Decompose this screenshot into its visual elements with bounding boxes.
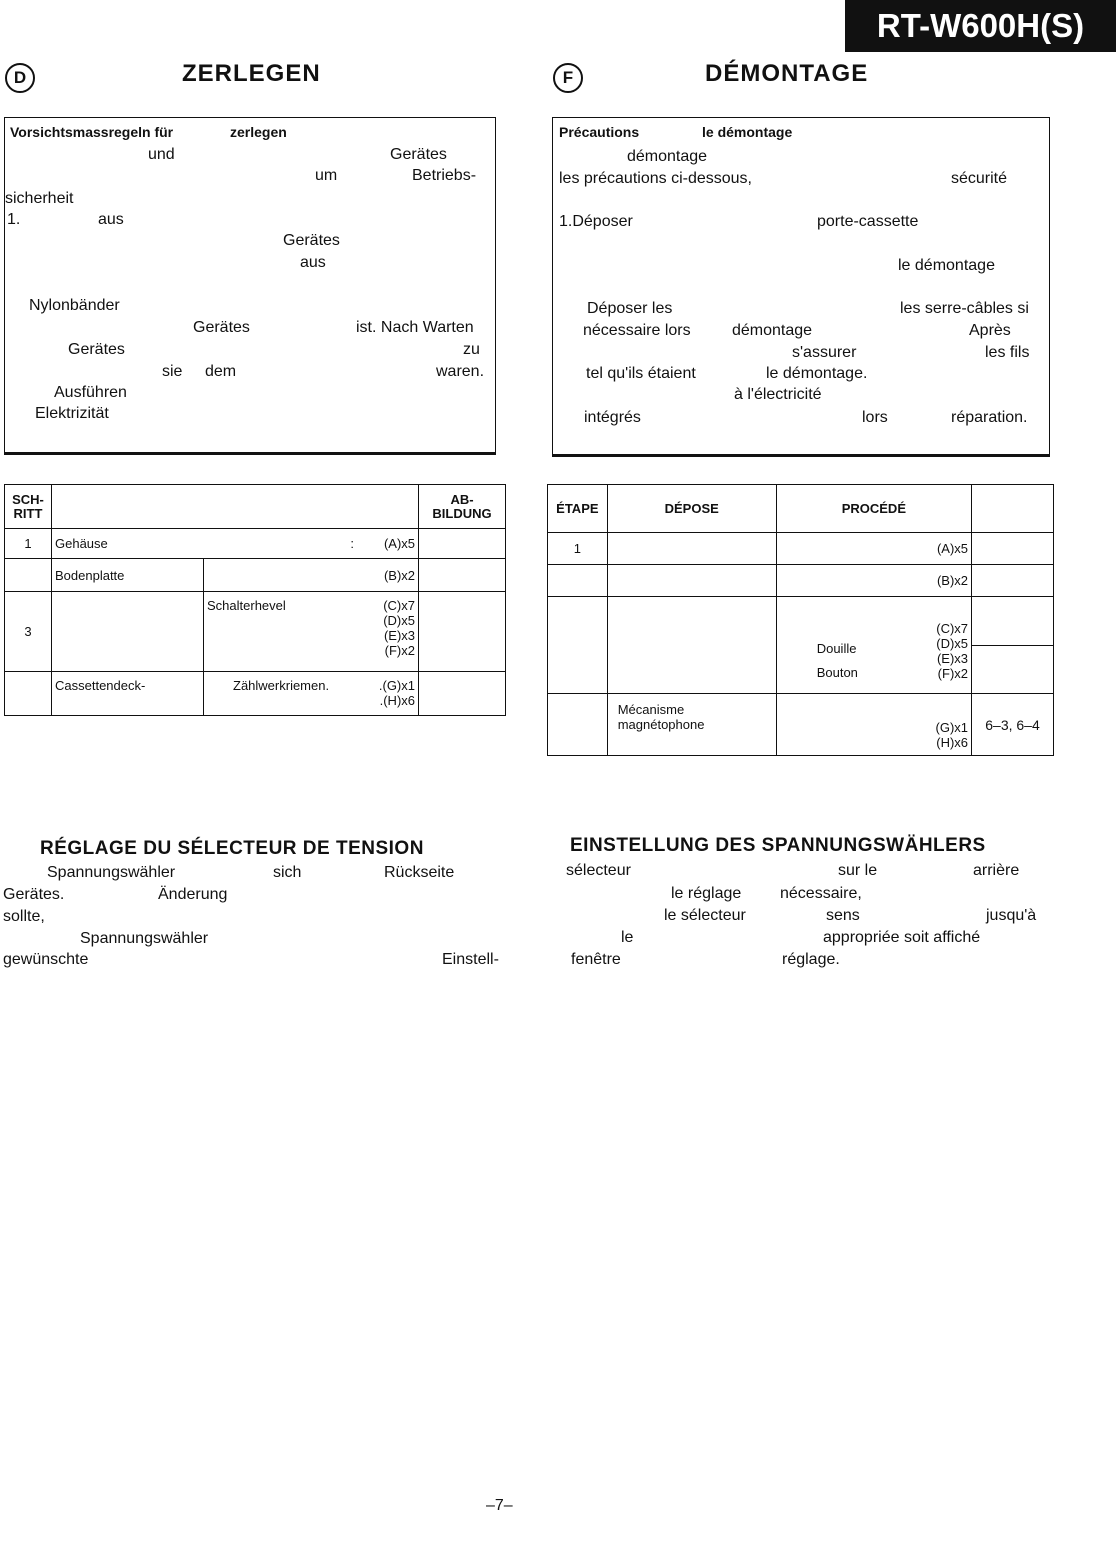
fr-voltage-text: fenêtre [571,951,621,968]
de-text: Nylonbänder [29,297,120,314]
de-text: und [148,146,175,163]
de-voltage-text: Einstell- [442,951,499,968]
de-cell-qty: (C)x7 (D)x5 (E)x3 (F)x2 [383,598,415,658]
model-number: RT-W600H(S) [876,7,1085,44]
de-cell-step [5,672,52,716]
de-voltage-text: Änderung [158,886,228,903]
de-qty-text: (A)x5 [383,536,415,551]
table-row [548,597,1054,694]
fr-text: à l'électricité [734,386,822,403]
fr-cell-fig [972,565,1054,597]
de-cell-fig [419,672,506,716]
de-text: dem [205,363,237,380]
de-cell-step: 1 [5,529,52,559]
fr-voltage-text: le sélecteur [664,907,746,924]
fr-text: Après [969,322,1011,339]
de-cell-part [52,592,204,672]
fr-cell-proc: Douille Bouton [816,641,858,680]
fr-text: nécessaire lors [583,322,691,339]
fr-text: tel qu'ils étaient [586,365,696,382]
de-text: 1. [7,211,21,228]
de-voltage-text: Spannungswähler [80,930,209,947]
de-text: ist. Nach Warten [356,319,474,336]
fr-cell-part [607,533,776,565]
de-cell-part: Gehäuse [52,529,204,559]
de-cell-proc: : [350,536,354,551]
fr-cell-step [548,694,608,756]
fr-voltage-text: arrière [973,862,1020,879]
de-cell-part: Cassettendeck- [52,672,204,716]
de-col-middle-header [52,485,419,529]
fr-voltage-title: EINSTELLUNG DES SPANNUNGSWÄHLERS [570,835,986,856]
de-col-fig-header: AB- BILDUNG [419,485,506,529]
table-row [5,672,506,716]
de-voltage-text: gewünschte [3,951,89,968]
fr-voltage-text: réglage. [782,951,840,968]
de-voltage-text: sollte, [3,908,45,925]
de-box-heading-a: Vorsichtsmassregeln für [10,124,174,140]
de-voltage-title: RÉGLAGE DU SÉLECTEUR DE TENSION [40,838,424,859]
fr-fig-divider [972,597,1053,646]
fr-voltage-text: nécessaire, [780,885,862,902]
de-cell-proc: Schalterhevel [207,598,286,613]
de-text: zu [463,341,480,358]
fr-cell-proc-qty [776,694,971,756]
fr-text: le démontage. [766,365,868,382]
de-voltage-text: Rückseite [384,864,455,881]
table-row [548,565,1054,597]
de-text: Ausführen [54,384,127,401]
fr-text: s'assurer [792,344,857,361]
fr-voltage-text: jusqu'à [986,907,1037,924]
de-cell-fig [419,529,506,559]
fr-cell-proc-qty [776,597,971,694]
de-text: sie [162,363,183,380]
fr-precautions-box [552,117,1050,457]
fr-cell-fig: 6–3, 6–4 [972,694,1054,756]
de-title: ZERLEGEN [182,60,321,87]
fr-text: réparation. [951,409,1028,426]
de-text: um [315,167,338,184]
de-cell-qty: .(G)x1 .(H)x6 [378,678,415,708]
de-box-heading-b: zerlegen [230,124,287,140]
fr-text: les fils [985,344,1030,361]
de-text: Gerätes [283,232,340,249]
fr-text: les serre-câbles si [900,300,1029,317]
fr-text: le démontage [898,257,995,274]
de-cell-qty [204,529,419,559]
fr-text: lors [862,409,888,426]
de-cell-fig [419,592,506,672]
fr-voltage-text: le réglage [671,885,742,902]
fr-cell-step [548,597,608,694]
de-text: Gerätes [68,341,125,358]
de-disassembly-table [4,484,506,716]
fr-col-proc-header: PROCÉDÉ [776,485,971,533]
de-cell-part: Bodenplatte [52,559,204,592]
fr-col-fig-header [972,485,1054,533]
fr-text: démontage [732,322,813,339]
fr-fig-text [972,646,1053,693]
de-text: Gerätes [390,146,447,163]
table-row [548,694,1054,756]
fr-voltage-text: sélecteur [566,862,631,879]
fr-cell-step [548,565,608,597]
de-cell-fig [419,559,506,592]
de-voltage-text: Gerätes. [3,886,65,903]
page-number: –7– [486,1497,513,1514]
de-cell-proc: Zählwerkriemen. [233,678,330,693]
fr-voltage-text: appropriée soit affiché [823,929,981,946]
de-text: waren. [436,363,485,380]
de-voltage-text: sich [273,864,302,881]
de-cell-proc-qty [204,672,419,716]
fr-text: 1.Déposer [559,213,633,230]
fr-cell-qty: (C)x7 (D)x5 (E)x3 (F)x2 [936,621,969,681]
fr-text: Déposer les [587,300,673,317]
de-text: Gerätes [193,319,250,336]
de-text: aus [300,254,326,271]
de-voltage-text: Spannungswähler [47,864,176,881]
fr-cell-fig [972,597,1054,694]
fr-cell-fig [972,533,1054,565]
fr-voltage-text: le [621,929,634,946]
section-marker-d: D [5,63,35,93]
fr-text: intégrés [584,409,641,426]
fr-col-part-header: DÉPOSE [607,485,776,533]
fr-cell-part [607,597,776,694]
model-banner [845,0,1116,52]
de-cell-proc-qty [204,592,419,672]
de-text: sicherheit [5,190,74,207]
fr-cell-qty: (B)x2 [776,565,971,597]
de-col-step-header: SCH- RITT [5,485,52,529]
table-row [5,529,506,559]
fr-text: sécurité [951,170,1008,187]
fr-disassembly-table [547,484,1054,756]
fr-voltage-text: sur le [838,862,878,879]
fr-text: les précautions ci-dessous, [559,170,752,187]
fr-cell-qty: (A)x5 [776,533,971,565]
de-text: Elektrizität [35,405,109,422]
fr-text: démontage [627,148,708,165]
fr-box-heading-b: le démontage [702,124,793,140]
fr-cell-step: 1 [548,533,608,565]
fr-cell-qty: (G)x1 (H)x6 [935,720,969,750]
section-marker-f: F [553,63,583,93]
fr-cell-part: Mécanisme magnétophone [617,702,705,732]
table-row [548,533,1054,565]
table-row [5,559,506,592]
fr-col-step-header: ÉTAPE [548,485,608,533]
de-text: aus [98,211,124,228]
de-text: Betriebs- [412,167,477,184]
fr-cell-part-wrap [607,694,776,756]
fr-text: porte-cassette [817,213,919,230]
de-cell-step [5,559,52,592]
table-row [5,592,506,672]
fr-title: DÉMONTAGE [705,60,869,87]
fr-voltage-text: sens [826,907,860,924]
de-cell-qty: (B)x2 [204,559,419,592]
fr-box-heading-a: Précautions [559,124,640,140]
fr-cell-part [607,565,776,597]
de-cell-step: 3 [5,592,52,672]
